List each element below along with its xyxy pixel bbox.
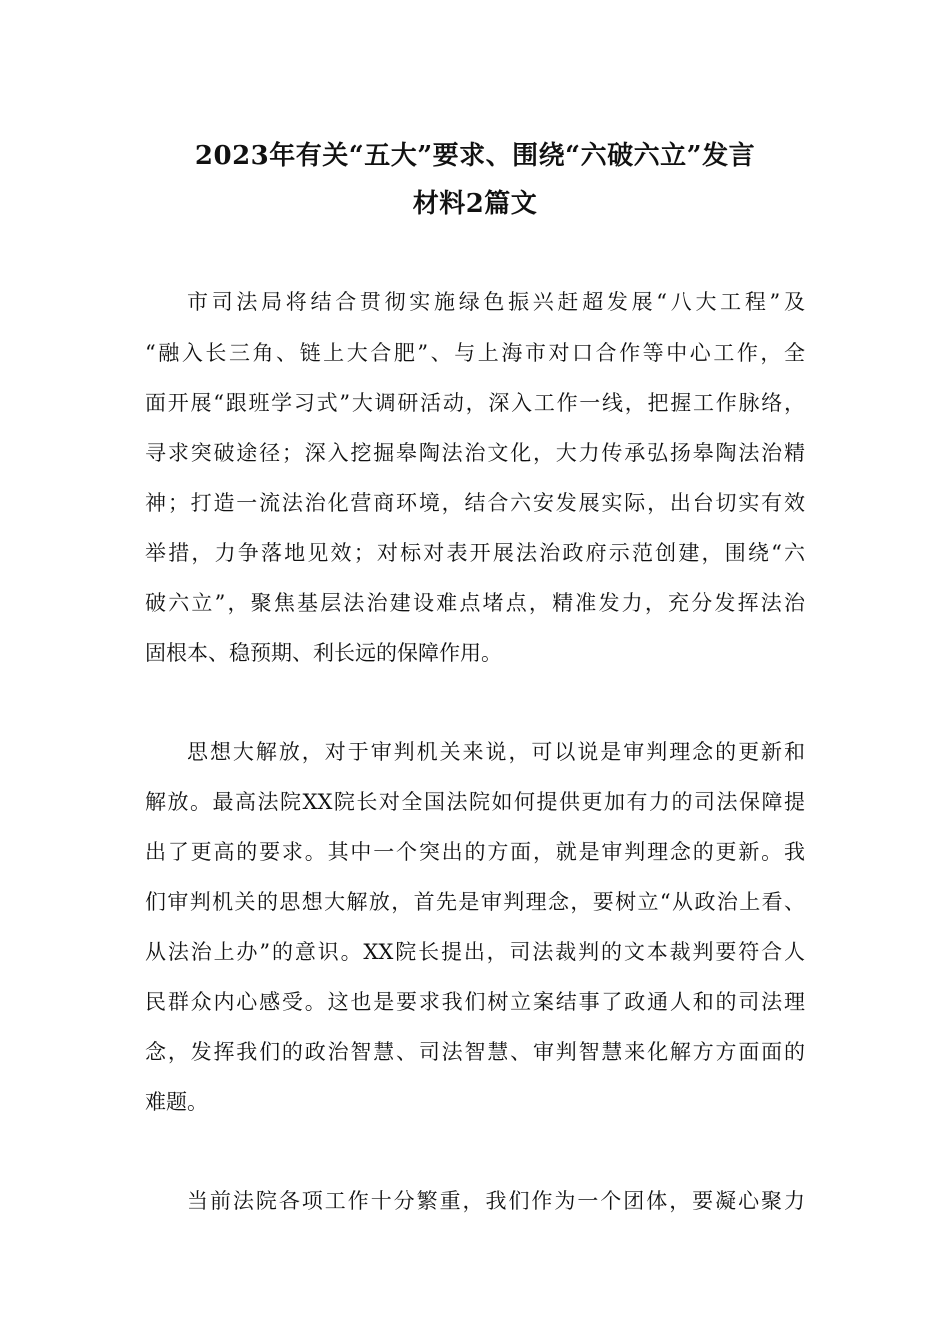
document-title-line-1: 2023年有关“五大”要求、围绕“六破六立”发言 (194, 141, 756, 171)
document-title-line-2: 材料2篇文 (412, 189, 538, 219)
paragraph-1-line-2: “融入长三角、链上大合肥”、与上海市对口合作等中心工作，全 (145, 341, 805, 365)
paragraph-1-line-3: 面开展“跟班学习式”大调研活动，深入工作一线，把握工作脉络， (145, 391, 805, 415)
paragraph-2-line-7: 念，发挥我们的政治智慧、司法智慧、审判智慧来化解方方面面的 (145, 1040, 805, 1064)
paragraph-2-line-6: 民群众内心感受。这也是要求我们树立案结事了政通人和的司法理 (145, 990, 805, 1014)
paragraph-2-line-3: 出了更高的要求。其中一个突出的方面，就是审判理念的更新。我 (145, 840, 805, 864)
paragraph-1-line-6: 举措，力争落地见效；对标对表开展法治政府示范创建，围绕“六 (145, 541, 805, 565)
paragraph-2-line-4: 们审判机关的思想大解放，首先是审判理念，要树立“从政治上看、 (145, 890, 805, 914)
paragraph-1-line-4: 寻求突破途径；深入挖掘皋陶法治文化，大力传承弘扬皋陶法治精 (145, 441, 805, 465)
paragraph-1-line-1: 市司法局将结合贯彻实施绿色振兴赶超发展“八大工程”及 (187, 290, 805, 314)
paragraph-1-line-5: 神；打造一流法治化营商环境，结合六安发展实际，出台切实有效 (145, 491, 805, 515)
paragraph-2-line-8: 难题。 (145, 1090, 208, 1114)
paragraph-3-line-1: 当前法院各项工作十分繁重，我们作为一个团体，要凝心聚力 (187, 1189, 805, 1213)
paragraph-2-line-2: 解放。最高法院XX院长对全国法院如何提供更加有力的司法保障提 (145, 790, 805, 814)
paragraph-2-line-5: 从法治上办”的意识。XX院长提出，司法裁判的文本裁判要符合人 (145, 940, 805, 964)
paragraph-2-line-1: 思想大解放，对于审判机关来说，可以说是审判理念的更新和 (187, 740, 805, 764)
paragraph-1-line-8: 固根本、稳预期、利长远的保障作用。 (145, 641, 502, 665)
paragraph-1-line-7: 破六立”，聚焦基层法治建设难点堵点，精准发力，充分发挥法治 (145, 591, 805, 615)
